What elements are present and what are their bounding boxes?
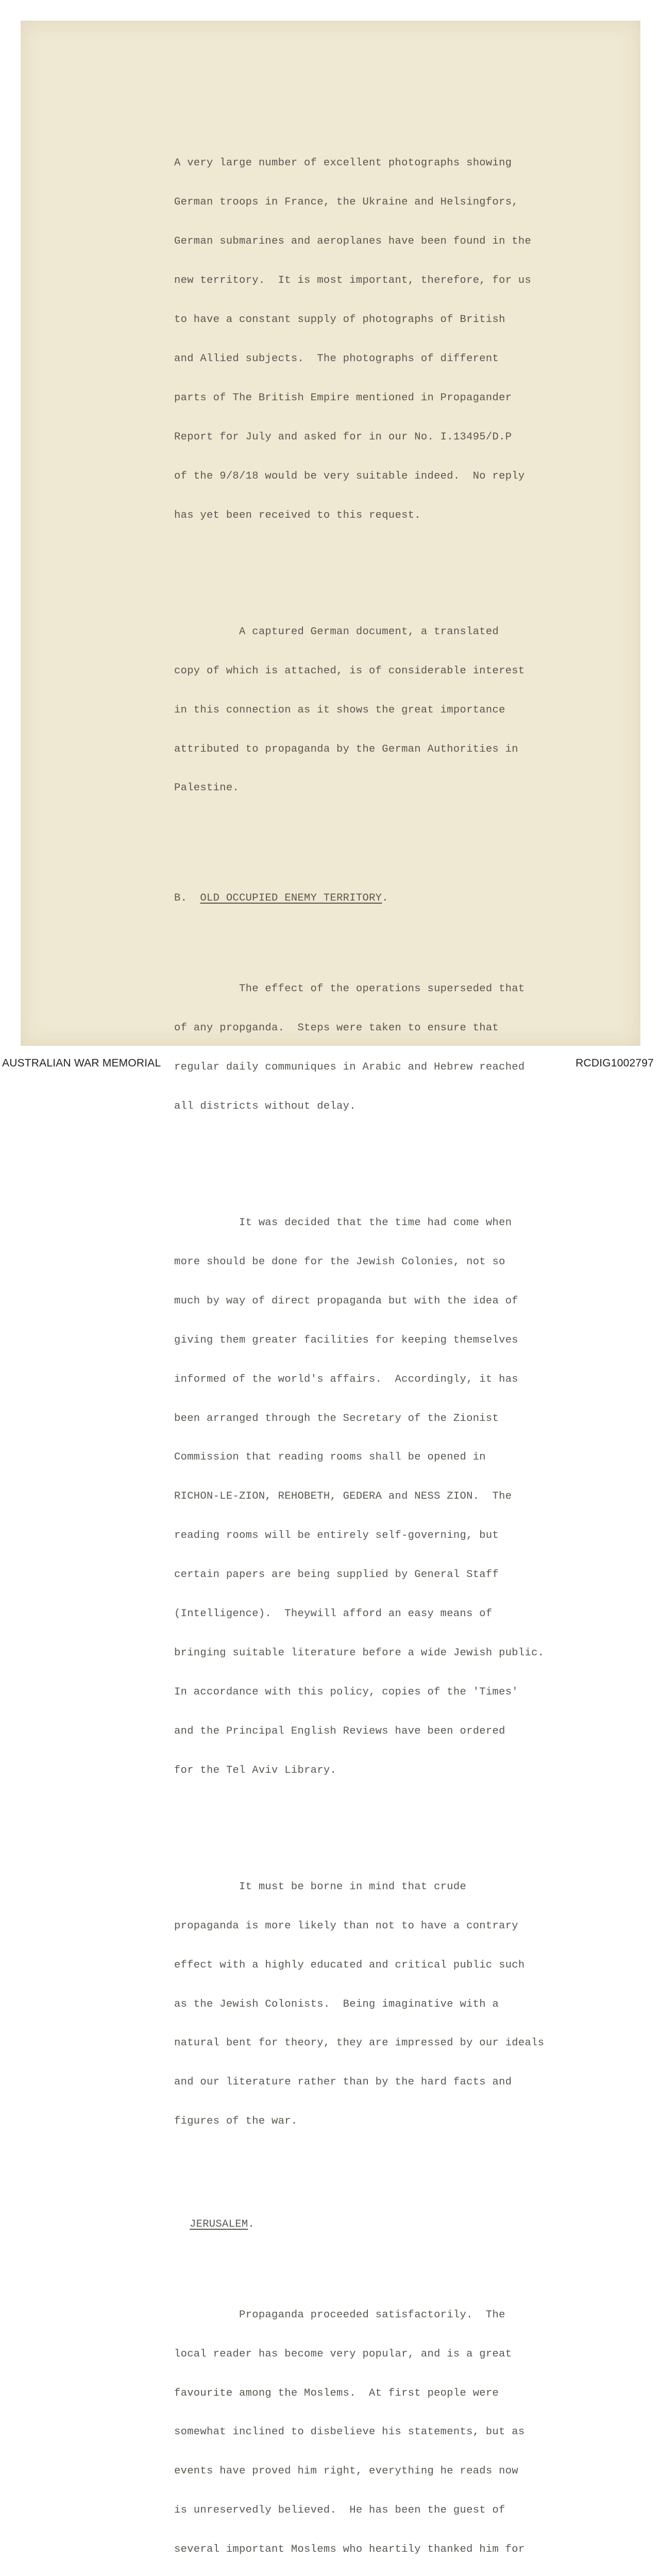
text-line: events have proved him right, everything he reads now <box>174 2465 518 2478</box>
text-line: informed of the world's affairs. Accordingly, it has <box>174 1373 518 1385</box>
text-line: as the Jewish Colonists. Being imaginative with a <box>174 1998 499 2010</box>
paragraph-effect-of-operations <box>174 956 643 1139</box>
text-line: copy of which is attached, is of considerable interest <box>174 665 525 677</box>
text-line: is unreservedly believed. He has been the guest of <box>174 2504 505 2517</box>
text-line: and our literature rather than by the hard facts and <box>174 2076 512 2089</box>
footer-institution: AUSTRALIAN WAR MEMORIAL <box>2 1057 161 1069</box>
footer-record-id: RCDIG1002797 <box>575 1057 654 1069</box>
text-line: In accordance with this policy, copies of the 'Times' <box>174 1686 518 1698</box>
text-line: giving them greater facilities for keeping themselves <box>174 1334 518 1346</box>
paragraph-crude-propaganda <box>174 1854 643 2154</box>
text-line: (Intelligence). Theywill afford an easy means of <box>174 1607 493 1620</box>
text-line: all districts without delay. <box>174 1100 356 1112</box>
jerusalem-heading <box>190 2218 643 2231</box>
text-line: figures of the war. <box>174 2115 298 2128</box>
jerusalem-title: JERUSALEM <box>190 2218 248 2231</box>
text-line: It was decided that the time had come when <box>174 1217 512 1229</box>
text-line: Report for July and asked for in our No. I.13495/D.P <box>174 431 512 443</box>
text-line: A very large number of excellent photographs showing <box>174 157 512 170</box>
text-line: of the 9/8/18 would be very suitable indeed. No reply <box>174 470 525 482</box>
text-line: effect with a highly educated and critical public such <box>174 1959 525 1971</box>
text-line: and the Principal English Reviews have been ordered <box>174 1725 505 1737</box>
text-line: much by way of direct propaganda but with the idea of <box>174 1295 518 1307</box>
jerusalem-suffix: . <box>248 2218 255 2231</box>
section-b-suffix: . <box>382 892 388 905</box>
text-line: attributed to propaganda by the German Authorities in <box>174 743 518 755</box>
text-line: A captured German document, a translated <box>174 625 499 638</box>
section-b-prefix: B. <box>174 892 200 905</box>
paragraph-jerusalem-reader <box>174 2282 643 2576</box>
text-line: somewhat inclined to disbelieve his statements, but as <box>174 2426 525 2438</box>
paragraph-captured-document <box>174 599 643 821</box>
text-line: RICHON-LE-ZION, REHOBETH, GEDERA and NESS ZION. The <box>174 1490 512 1503</box>
text-line: been arranged through the Secretary of the Zionist <box>174 1412 499 1425</box>
section-b-heading <box>174 892 643 905</box>
text-line: local reader has become very popular, and is a great <box>174 2348 512 2360</box>
text-line: Propaganda proceeded satisfactorily. The <box>174 2309 505 2321</box>
typed-text-body <box>174 92 643 2576</box>
text-line: bringing suitable literature before a wide Jewish public. <box>174 1647 545 1659</box>
text-line: in this connection as it shows the great importance <box>174 704 505 716</box>
text-line: German submarines and aeroplanes have been found in the <box>174 235 532 248</box>
text-line: natural bent for theory, they are impressed by our ideals <box>174 2037 545 2049</box>
text-line: certain papers are being supplied by General Staff <box>174 1569 499 1581</box>
paragraph-photographs <box>174 131 643 548</box>
text-line: Palestine. <box>174 782 240 794</box>
text-line: Commission that reading rooms shall be opened in <box>174 1451 486 1464</box>
text-line: of any propganda. Steps were taken to ensure that <box>174 1022 499 1034</box>
text-line: more should be done for the Jewish Colonies, not so <box>174 1256 505 1268</box>
text-line: parts of The British Empire mentioned in Propagander <box>174 392 512 404</box>
text-line: for the Tel Aviv Library. <box>174 1764 337 1776</box>
text-line: favourite among the Moslems. At first people were <box>174 2387 499 2399</box>
text-line: German troops in France, the Ukraine and Helsingfors, <box>174 196 518 209</box>
text-line: new territory. It is most important, therefore, for us <box>174 275 532 287</box>
text-line: It must be borne in mind that crude <box>174 1880 467 1893</box>
text-line: propaganda is more likely than not to have a contrary <box>174 1920 518 1932</box>
text-line: has yet been received to this request. <box>174 509 421 521</box>
text-line: several important Moslems who heartily thanked him for <box>174 2544 525 2556</box>
paragraph-jewish-colonies <box>174 1190 643 1803</box>
text-line: regular daily communiques in Arabic and Hebrew reached <box>174 1061 525 1073</box>
text-line: and Allied subjects. The photographs of different <box>174 352 499 365</box>
text-line: to have a constant supply of photographs of British <box>174 314 505 326</box>
text-line: reading rooms will be entirely self-governing, but <box>174 1530 499 1542</box>
section-b-title: OLD OCCUPIED ENEMY TERRITORY <box>200 892 382 905</box>
text-line: The effect of the operations superseded that <box>174 983 525 995</box>
